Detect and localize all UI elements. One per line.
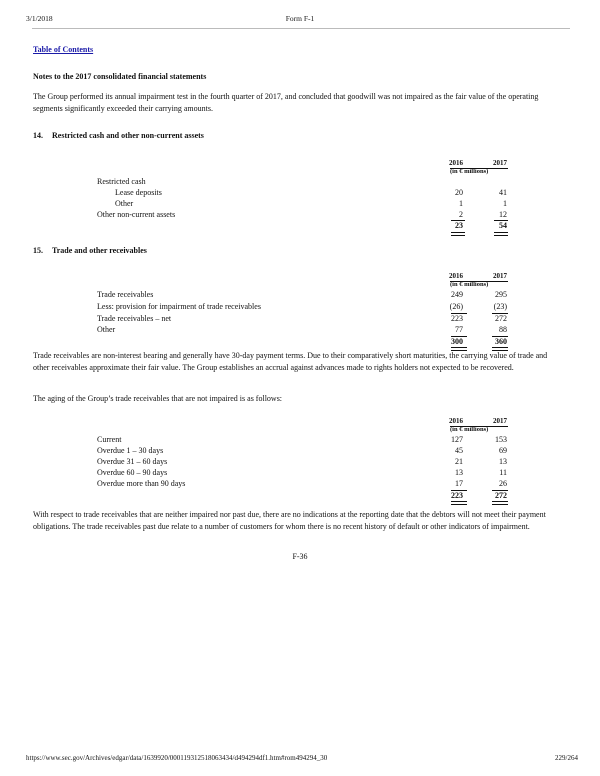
value-2017: 272: [495, 314, 507, 323]
row-label: Less: provision for impairment of trade receivables: [97, 302, 261, 311]
table-row: [0, 177, 600, 188]
col-header-2016: 2016: [449, 272, 463, 280]
table-row: [0, 290, 600, 301]
header-divider: [32, 28, 570, 29]
total-2016: 300: [451, 337, 463, 346]
value-2017: 88: [499, 325, 507, 334]
value-2016: 17: [455, 479, 463, 488]
col-header-2017: 2017: [493, 417, 507, 425]
table-row: [0, 314, 600, 325]
page-number: F-36: [292, 552, 308, 561]
table-row: [0, 188, 600, 199]
value-2017: 26: [499, 479, 507, 488]
value-2016: 249: [451, 290, 463, 299]
value-2016: 127: [451, 435, 463, 444]
value-2016: 1: [459, 199, 463, 208]
col-header-2016: 2016: [449, 159, 463, 167]
table-row: [0, 446, 600, 457]
table-row: [0, 479, 600, 490]
table-of-contents-link[interactable]: Table of Contents: [33, 45, 94, 54]
row-label: Lease deposits: [115, 188, 162, 197]
table-row: [0, 325, 600, 336]
document-title: Form F-1: [285, 14, 315, 23]
section-number: 14.: [33, 131, 43, 140]
value-2017: 153: [495, 435, 507, 444]
value-2017: 13: [499, 457, 507, 466]
total-2017: 54: [499, 221, 507, 230]
row-label: Current: [97, 435, 122, 444]
value-2016: 77: [455, 325, 463, 334]
value-2017: 11: [499, 468, 507, 477]
total-double-rule-2017: [494, 232, 508, 236]
value-2017: (23): [493, 302, 507, 311]
row-label: Overdue 60 – 90 days: [97, 468, 168, 477]
unit-label: (in € millions): [450, 168, 489, 175]
row-label: Overdue 1 – 30 days: [97, 446, 164, 455]
row-label: Other: [97, 325, 116, 334]
total-double-rule-2016: [451, 501, 467, 505]
section-title: Trade and other receivables: [52, 246, 147, 255]
total-2017: 272: [495, 491, 507, 500]
table-row: [0, 457, 600, 468]
value-2016: (26): [449, 302, 463, 311]
col-header-2017: 2017: [493, 159, 507, 167]
row-label: Other non-current assets: [97, 210, 176, 219]
receivables-paragraph: Trade receivables are non-interest bearing and generally have 30-day payment terms. Due to their comparatively short maturities, the carrying value of trade and other receivables approximate their fair value. The Group establishes an accrual against advances made to rights holders not expected to be recovered.: [33, 351, 548, 372]
total-row: [0, 221, 600, 232]
section-14-heading: [33, 131, 204, 140]
row-label: Trade receivables – net: [97, 314, 172, 323]
total-row: [0, 337, 600, 348]
table-row: [0, 210, 600, 221]
table-row: [0, 435, 600, 446]
value-2016: 13: [455, 468, 463, 477]
unit-label: (in € millions): [450, 281, 489, 288]
row-label: Overdue 31 – 60 days: [97, 457, 168, 466]
value-2017: 41: [499, 188, 507, 197]
section-number: 15.: [33, 246, 43, 255]
table-row: [0, 199, 600, 210]
section-15-heading: [33, 246, 147, 255]
total-2017: 360: [495, 337, 507, 346]
value-2016: 21: [455, 457, 463, 466]
section-title: Restricted cash and other non-current assets: [52, 131, 204, 140]
print-date: 3/1/2018: [26, 14, 53, 23]
table-row: [0, 302, 600, 313]
row-label: Other: [115, 199, 134, 208]
value-2017: 1: [503, 199, 507, 208]
value-2016: 2: [459, 210, 463, 219]
row-label: Restricted cash: [97, 177, 146, 186]
total-double-rule-2017: [492, 501, 508, 505]
col-header-2017: 2017: [493, 272, 507, 280]
table-row: [0, 468, 600, 479]
total-2016: 223: [451, 491, 463, 500]
notes-title: Notes to the 2017 consolidated financial statements: [33, 72, 207, 81]
value-2017: 295: [495, 290, 507, 299]
page-count: 229/264: [555, 754, 578, 762]
col-header-2016: 2016: [449, 417, 463, 425]
row-label: Overdue more than 90 days: [97, 479, 186, 488]
intro-paragraph: The Group performed its annual impairment test in the fourth quarter of 2017, and concluded that goodwill was not impaired as the fair value of the operating segments significantly exceeded their carrying amounts.: [33, 92, 539, 113]
closing-paragraph: With respect to trade receivables that are neither impaired nor past due, there are no indications at the reporting date that the debtors will not meet their payment obligations. The trade receivables past due relate to a number of customers for whom there is no recent history of default or other indicators of impairment.: [33, 510, 546, 531]
value-2017: 12: [499, 210, 507, 219]
aging-intro-paragraph: The aging of the Group’s trade receivables that are not impaired is as follows:: [33, 394, 283, 403]
total-double-rule-2016: [451, 232, 465, 236]
source-url: https://www.sec.gov/Archives/edgar/data/1639920/000119312518063434/d494294df1.htm#rom494294_30: [26, 754, 328, 762]
value-2016: 45: [455, 446, 463, 455]
unit-label: (in € millions): [450, 426, 489, 433]
total-row: [0, 491, 600, 502]
total-2016: 23: [455, 221, 463, 230]
row-label: Trade receivables: [97, 290, 154, 299]
value-2016: 20: [455, 188, 463, 197]
value-2017: 69: [499, 446, 507, 455]
value-2016: 223: [451, 314, 463, 323]
